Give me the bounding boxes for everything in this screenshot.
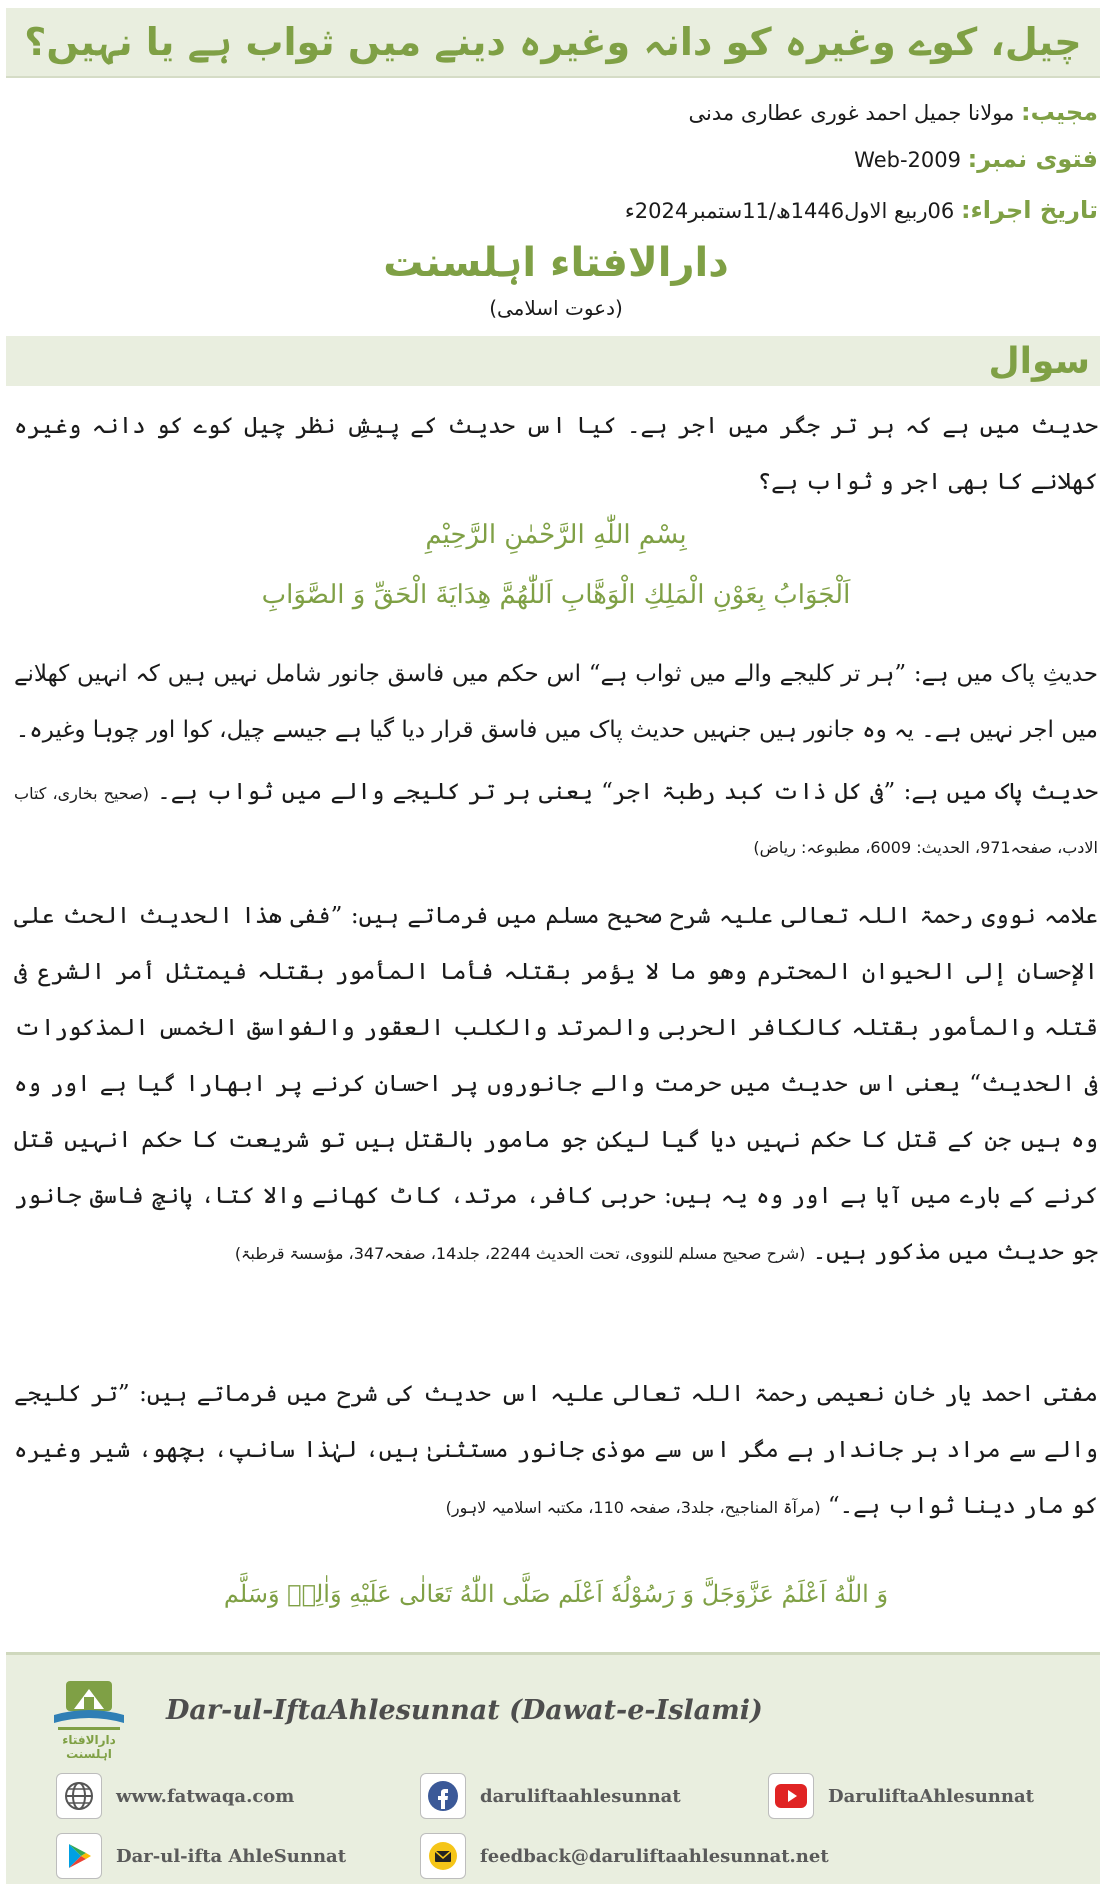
play-store-icon xyxy=(56,1833,102,1879)
org-name: دارالافتاء اہلسنت xyxy=(383,240,729,286)
issue-date-label: تاریخ اجراء: xyxy=(960,196,1098,224)
youtube-link[interactable] xyxy=(768,1773,1034,1819)
issue-date-value: 06ربیع الاول1446ھ/11ستمبر2024ء xyxy=(624,199,955,223)
question-heading-band xyxy=(6,336,1100,386)
paragraph-4-text: مفتی احمد یار خان نعیمی رحمۃ اللہ تعالی علیہ اس حدیث کی شرح میں فرماتے ہیں: ”تر کلیجے والے سے مراد ہر جاندار ہے مگر اس سے موذی جانور مستثنیٰ ہیں، لہٰذا سانپ، بچھو، شیر وغیرہ کو مار دینا ثواب ہے۔“ xyxy=(14,1381,1098,1519)
answer-paragraph-2 xyxy=(14,766,1098,874)
email-text: feedback@daruliftaahlesunnat.net xyxy=(480,1845,829,1867)
feedback-icon xyxy=(420,1833,466,1879)
dar-ul-ifta-logo xyxy=(44,1675,134,1765)
paragraph-4-reference: (مرآۃ المناجیح، جلد3، صفحہ 110، مکتبہ اسلامیہ لاہور) xyxy=(445,1498,821,1517)
facebook-icon xyxy=(420,1773,466,1819)
play-store-text: Dar-ul-ifta AhleSunnat xyxy=(116,1845,347,1867)
closing-dua: وَ اللّٰهُ اَعْلَمُ عَزَّوَجَلَّ وَ رَسُوْلُهٗ اَعْلَم صَلَّی اللّٰهُ تَعَالٰی عَلَيْهِ وَاٰلِهٖ وَسَلَّم xyxy=(223,1580,889,1608)
paragraph-3-text: علامہ نووی رحمۃ اللہ تعالی علیہ شرح صحیح مسلم میں فرماتے ہیں: ”ففی ھذا الحدیث الحث علی الإحسان إلی الحیوان المحترم وھو ما لا یؤمر بقتلہ فأما المأمور بقتلہ فیمتثل أمر الشرع فی قتلہ والمأمور بقتلہ کالکافر الحربی والمرتد والکلب العقور والفواسق الخمس المذکورات فی الحدیث“ یعنی اس حدیث میں حرمت والے جانوروں پر احسان کرنے پر ابھارا گیا ہے اور وہ وہ ہیں جن کے قتل کا حکم نہیں دیا گیا لیکن جو مامور بالقتل ہیں تو شریعت کا حکم انہیں قتل کرنے کے بارے میں آیا ہے اور وہ یہ ہیں: حربی کافر، مرتد، کاٹ کھانے والا کتا، پانچ فاسق جانور جو حدیث میں مذکور ہیں۔ xyxy=(14,903,1098,1265)
logo-text: دارالافتاء اہلسنت xyxy=(62,1733,116,1761)
page-title: چیل، کوے وغیرہ کو دانہ وغیرہ دینے میں ثواب ہے یا نہیں؟ xyxy=(24,20,1082,64)
fatwa-number-row xyxy=(854,145,1098,173)
footer xyxy=(6,1655,1100,1884)
youtube-icon xyxy=(768,1773,814,1819)
answer-paragraph-3 xyxy=(14,888,1098,1282)
answer-opening: اَلْجَوَابُ بِعَوْنِ الْمَلِكِ الْوَهَّابِ اَللّٰهُمَّ هِدَايَةَ الْحَقِّ وَ الصَّوَابِ xyxy=(261,580,851,610)
question-text: حدیث میں ہے کہ ہر تر جگر میں اجر ہے۔ کیا اس حدیث کے پیشِ نظر چیل کوے کو دانہ وغیرہ کھلانے کا بھی اجر و ثواب ہے؟ xyxy=(14,413,1098,495)
play-store-link[interactable] xyxy=(56,1833,346,1879)
question-heading: سوال xyxy=(988,340,1090,382)
mujib-label: مجیب: xyxy=(1021,98,1098,126)
paragraph-2-reference: (صحیح بخاری، کتاب الادب، صفحہ971، الحدیث: 6009، مطبوعہ: ریاض) xyxy=(14,784,1098,857)
mujib-value: مولانا جمیل احمد غوری عطاری مدنی xyxy=(688,101,1015,125)
title-band xyxy=(6,8,1100,78)
paragraph-2-text: حدیث پاک میں ہے: ”فی کل ذات کبد رطبۃ اجر“ یعنی ہر تر کلیجے والے میں ثواب ہے۔ xyxy=(157,779,1099,805)
brand-name: Dar-ul-IftaAhlesunnat (Dawat-e-Islami) xyxy=(166,1695,763,1726)
bismillah: بِسْمِ اللّٰهِ الرَّحْمٰنِ الرَّحِيْمِ xyxy=(425,520,687,550)
answer-paragraph-1: حدیثِ پاک میں ہے: ”ہر تر کلیجے والے میں ثواب ہے“ اس حکم میں فاسق جانور شامل نہیں ہیں کہ انہیں کھلانے میں اجر نہیں ہے۔ یہ وہ جانور ہیں جنہیں حدیث پاک میں فاسق قرار دیا گیا ہے جیسے چیل، کوا اور چوہا وغیرہ۔ xyxy=(14,661,1098,743)
facebook-text: daruliftaahlesunnat xyxy=(480,1785,681,1807)
facebook-link[interactable] xyxy=(420,1773,681,1819)
issue-date-row xyxy=(625,196,1098,224)
paragraph-3-reference: (شرح صحیح مسلم للنووی، تحت الحدیث 2244، جلد14، صفحہ347، مؤسسۃ قرطبۃ) xyxy=(234,1244,806,1263)
website-link[interactable] xyxy=(56,1773,294,1819)
globe-icon xyxy=(56,1773,102,1819)
youtube-text: DaruliftaAhlesunnat xyxy=(828,1785,1034,1807)
mujib-row xyxy=(689,98,1098,126)
org-subtitle: (دعوت اسلامی) xyxy=(489,296,623,320)
fatwa-number-value: Web-2009 xyxy=(854,148,961,172)
website-text: www.fatwaqa.com xyxy=(116,1785,295,1807)
answer-paragraph-4 xyxy=(14,1366,1098,1536)
fatwa-number-label: فتوی نمبر: xyxy=(967,145,1098,173)
email-link[interactable] xyxy=(420,1833,829,1879)
